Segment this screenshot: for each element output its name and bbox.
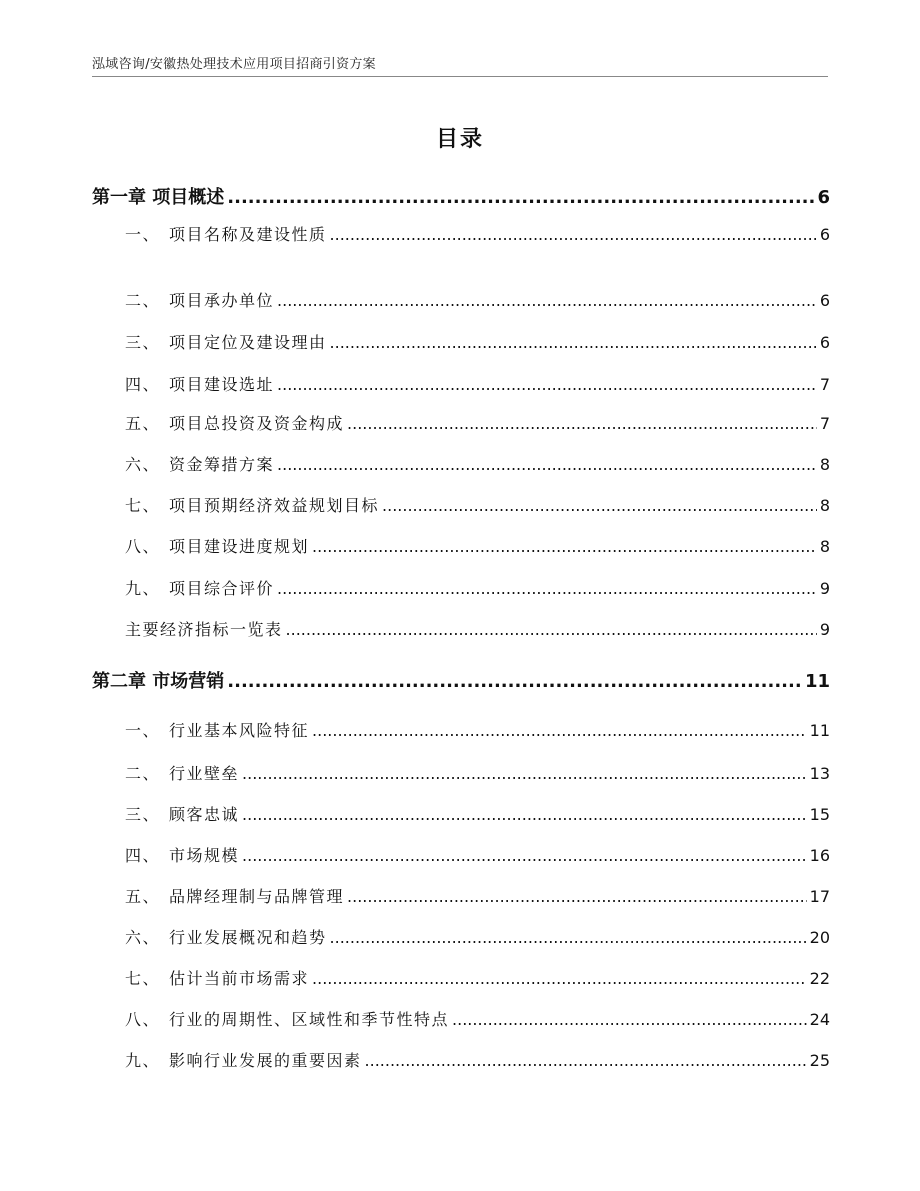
toc-entry-number-text: 三、 xyxy=(125,333,161,352)
toc-entry-number xyxy=(125,330,161,353)
toc-entry-label: 行业的周期性、区域性和季节性特点 xyxy=(169,1010,450,1029)
toc-entry-number xyxy=(125,802,161,825)
header-text: 泓域咨询/安徽热处理技术应用项目招商引资方案 xyxy=(92,57,376,72)
toc-entry-number-text: 二、 xyxy=(125,291,161,310)
toc-entry-label: 行业基本风险特征 xyxy=(169,721,310,740)
toc-entry-page-number: 16 xyxy=(809,846,830,865)
toc-entry-label: 第二章 市场营销 xyxy=(92,671,225,692)
toc-entry-number xyxy=(125,966,161,989)
toc-entry-number-text: 一、 xyxy=(125,225,161,244)
toc-title: 目录 xyxy=(435,127,484,152)
dot-leader xyxy=(277,455,817,474)
toc-entry-page-number: 17 xyxy=(809,887,830,906)
dot-leader xyxy=(227,187,814,208)
dot-leader xyxy=(242,846,807,865)
toc-entry-label: 项目名称及建设性质 xyxy=(169,225,327,244)
toc-entry-page-number: 11 xyxy=(804,671,830,692)
toc-entry-number-text: 三、 xyxy=(125,805,161,824)
dot-leader xyxy=(242,764,807,783)
toc-section-entry[interactable] xyxy=(125,884,830,907)
toc-entry-label: 项目定位及建设理由 xyxy=(169,333,327,352)
toc-chapter-entry[interactable] xyxy=(92,667,830,693)
toc-entry-page-number: 15 xyxy=(809,805,830,824)
toc-section-entry[interactable] xyxy=(125,330,830,353)
dot-leader xyxy=(382,496,817,515)
toc-entry-label: 主要经济指标一览表 xyxy=(125,620,283,639)
toc-chapter-entry[interactable] xyxy=(92,183,830,209)
toc-entry-number xyxy=(125,493,161,516)
dot-leader xyxy=(452,1010,807,1029)
dot-leader xyxy=(330,333,817,352)
toc-entry-label: 品牌经理制与品牌管理 xyxy=(169,887,345,906)
toc-entry-label: 项目综合评价 xyxy=(169,579,275,598)
toc-entry-number xyxy=(125,288,161,311)
toc-entry-number-text: 五、 xyxy=(125,887,161,906)
toc-section-entry[interactable] xyxy=(125,493,830,516)
toc-entry-number-text: 一、 xyxy=(125,721,161,740)
toc-entry-label: 顾客忠诚 xyxy=(169,805,240,824)
dot-leader xyxy=(312,721,807,740)
toc-entry-number xyxy=(125,372,161,395)
toc-section-entry[interactable] xyxy=(125,1048,830,1071)
dot-leader xyxy=(286,620,817,639)
dot-leader xyxy=(347,887,807,906)
toc-entry-number xyxy=(125,761,161,784)
header-divider xyxy=(92,76,828,77)
toc-section-entry[interactable] xyxy=(125,411,830,434)
dot-leader xyxy=(330,928,807,947)
toc-entry-label: 项目总投资及资金构成 xyxy=(169,414,345,433)
dot-leader xyxy=(330,225,817,244)
toc-section-entry[interactable] xyxy=(125,718,830,741)
toc-entry-number xyxy=(125,925,161,948)
toc-entry-page-number: 9 xyxy=(819,620,830,639)
toc-entry-label: 项目建设进度规划 xyxy=(169,537,310,556)
toc-entry-number xyxy=(125,576,161,599)
toc-entry-page-number: 6 xyxy=(817,187,830,208)
toc-entry-number-text: 四、 xyxy=(125,375,161,394)
toc-entry-number xyxy=(125,411,161,434)
toc-entry-page-number: 9 xyxy=(819,579,830,598)
toc-entry-number-text: 七、 xyxy=(125,969,161,988)
toc-entry-number-text: 六、 xyxy=(125,455,161,474)
toc-entry-number xyxy=(125,452,161,475)
dot-leader xyxy=(227,671,802,692)
toc-entry-number xyxy=(125,884,161,907)
dot-leader xyxy=(312,537,817,556)
toc-entry-page-number: 25 xyxy=(809,1051,830,1070)
toc-entry-page-number: 8 xyxy=(819,455,830,474)
toc-section-entry[interactable] xyxy=(125,802,830,825)
toc-entry-number xyxy=(125,1048,161,1071)
toc-section-entry[interactable] xyxy=(125,761,830,784)
dot-leader xyxy=(312,969,807,988)
toc-entry-label: 行业发展概况和趋势 xyxy=(169,928,327,947)
toc-entry-label: 项目承办单位 xyxy=(169,291,275,310)
toc-entry-label: 第一章 项目概述 xyxy=(92,187,225,208)
toc-entry-number-text: 五、 xyxy=(125,414,161,433)
toc-entry-label: 行业壁垒 xyxy=(169,764,240,783)
toc-entry-page-number: 8 xyxy=(819,496,830,515)
dot-leader xyxy=(277,291,817,310)
toc-entry-page-number: 6 xyxy=(819,291,830,310)
toc-entry-number xyxy=(125,718,161,741)
toc-entry-label: 项目建设选址 xyxy=(169,375,275,394)
toc-entry-page-number: 24 xyxy=(809,1010,830,1029)
toc-entry-number xyxy=(125,222,161,245)
toc-section-entry[interactable] xyxy=(125,288,830,311)
toc-entry-page-number: 20 xyxy=(809,928,830,947)
toc-section-entry[interactable] xyxy=(125,222,830,245)
toc-section-entry[interactable] xyxy=(125,966,830,989)
toc-entry-number-text: 九、 xyxy=(125,1051,161,1070)
toc-section-entry[interactable] xyxy=(125,925,830,948)
toc-entry-page-number: 7 xyxy=(819,375,830,394)
toc-entry-number-text: 二、 xyxy=(125,764,161,783)
toc-section-entry[interactable] xyxy=(125,576,830,599)
toc-entry-number-text: 八、 xyxy=(125,1010,161,1029)
toc-entry-label: 市场规模 xyxy=(169,846,240,865)
toc-entry-page-number: 11 xyxy=(809,721,830,740)
toc-entry-page-number: 6 xyxy=(819,225,830,244)
toc-entry-number-text: 七、 xyxy=(125,496,161,515)
toc-entry-page-number: 22 xyxy=(809,969,830,988)
toc-entry-label: 估计当前市场需求 xyxy=(169,969,310,988)
toc-entry-label: 项目预期经济效益规划目标 xyxy=(169,496,380,515)
toc-section-entry[interactable] xyxy=(125,534,830,557)
toc-entry-page-number: 6 xyxy=(819,333,830,352)
toc-section-entry[interactable] xyxy=(125,617,830,640)
toc-entry-number-text: 六、 xyxy=(125,928,161,947)
toc-section-entry[interactable] xyxy=(125,452,830,475)
toc-entry-number xyxy=(125,534,161,557)
dot-leader xyxy=(242,805,807,824)
toc-entry-page-number: 7 xyxy=(819,414,830,433)
dot-leader xyxy=(277,579,817,598)
dot-leader xyxy=(347,414,817,433)
toc-section-entry[interactable] xyxy=(125,372,830,395)
toc-entry-label: 影响行业发展的重要因素 xyxy=(169,1051,362,1070)
toc-entry-number xyxy=(125,843,161,866)
toc-entry-label: 资金筹措方案 xyxy=(169,455,275,474)
toc-entry-number xyxy=(125,1007,161,1030)
toc-entry-number-text: 八、 xyxy=(125,537,161,556)
dot-leader xyxy=(277,375,817,394)
dot-leader xyxy=(365,1051,807,1070)
toc-section-entry[interactable] xyxy=(125,1007,830,1030)
toc-entry-number-text: 九、 xyxy=(125,579,161,598)
toc-section-entry[interactable] xyxy=(125,843,830,866)
toc-entry-number-text: 四、 xyxy=(125,846,161,865)
toc-entry-page-number: 13 xyxy=(809,764,830,783)
toc-entry-page-number: 8 xyxy=(819,537,830,556)
